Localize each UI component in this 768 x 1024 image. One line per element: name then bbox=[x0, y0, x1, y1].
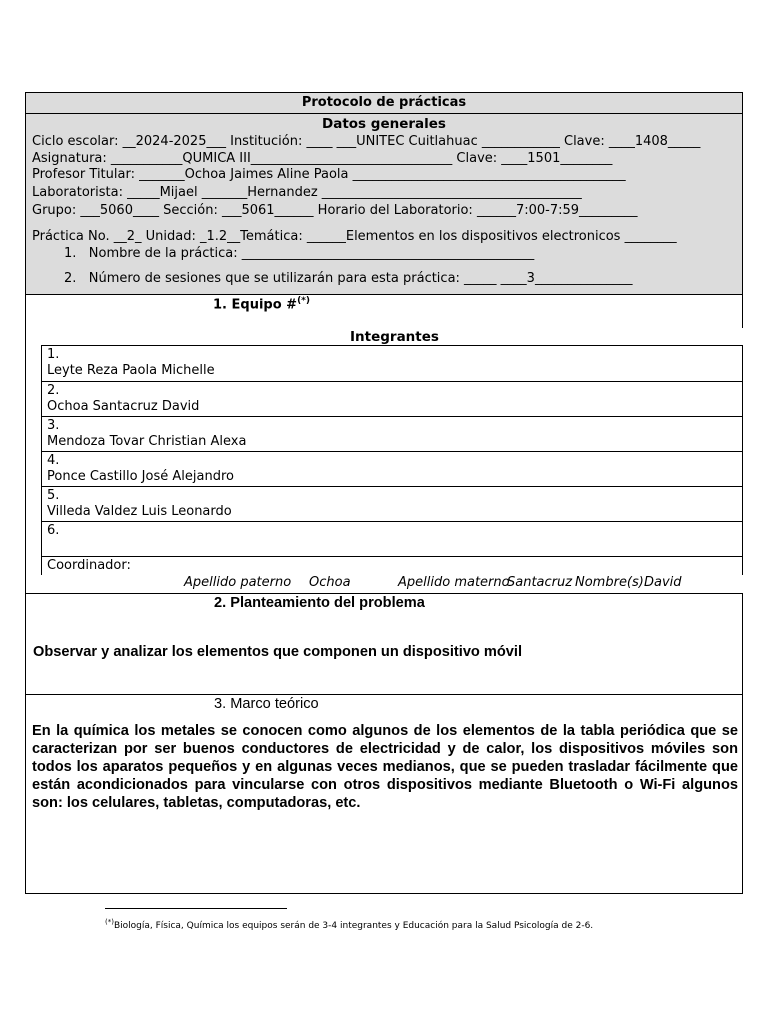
footnote-text: Biología, Física, Química los equipos serán de 3-4 integrantes y Educación para la Salud Psicología de 2-6. bbox=[113, 921, 594, 931]
profesor-line: Profesor Titular: _______Ochoa Jaimes Aline Paola __________________________________________ bbox=[32, 167, 626, 182]
team-heading bbox=[213, 296, 310, 312]
apellido-paterno-value: Ochoa bbox=[309, 575, 351, 590]
member-number: 3. bbox=[47, 418, 60, 433]
footnote bbox=[105, 918, 593, 931]
footnote-separator bbox=[105, 908, 287, 909]
general-data-heading: Datos generales bbox=[322, 116, 446, 132]
asignatura-line: Asignatura: ___________QUMICA III_______________________________ Clave: ____1501________ bbox=[32, 151, 613, 166]
title-row bbox=[25, 92, 743, 114]
team-heading-superscript: (*) bbox=[297, 296, 310, 306]
member-name: Ochoa Santacruz David bbox=[47, 399, 200, 414]
member-name: Leyte Reza Paola Michelle bbox=[47, 363, 215, 378]
grupo-line: Grupo: ___5060____ Sección: ___5061______ Horario del Laboratorio: ______7:00-7:59_________ bbox=[32, 203, 638, 218]
member-name: Ponce Castillo José Alejandro bbox=[47, 469, 234, 484]
nombre-value: David bbox=[644, 575, 682, 590]
table-row bbox=[42, 417, 742, 452]
member-name: Villeda Valdez Luis Leonardo bbox=[47, 504, 232, 519]
member-name: Mendoza Tovar Christian Alexa bbox=[47, 434, 247, 449]
coordinator-label: Coordinador: bbox=[47, 558, 131, 573]
nombre-label: Nombre(s) bbox=[575, 575, 644, 590]
practica-line: Práctica No. __2_ Unidad: _1.2__Temática: ______Elementos en los dispositivos electronicos ________ bbox=[32, 229, 677, 244]
apellido-paterno-label: Apellido paterno bbox=[184, 575, 292, 590]
page-title: Protocolo de prácticas bbox=[301, 95, 467, 110]
sesiones-line: 2. Número de sesiones que se utilizarán para esta práctica: _____ ____3_______________ bbox=[64, 271, 633, 286]
apellido-materno-label: Apellido materno bbox=[398, 575, 510, 590]
ciclo-escolar-line: Ciclo escolar: __2024-2025___ Institución: ____ ___UNITEC Cuitlahuac ____________ Clave: ____1408_____ bbox=[32, 134, 701, 149]
member-number: 5. bbox=[47, 488, 60, 503]
nombre-practica-line: 1. Nombre de la práctica: _____________________________________________ bbox=[64, 246, 535, 261]
member-number: 6. bbox=[47, 523, 60, 538]
theory-heading: 3. Marco teórico bbox=[214, 696, 319, 712]
footnote-mark: (*) bbox=[105, 918, 114, 926]
member-number: 1. bbox=[47, 347, 60, 362]
member-number: 4. bbox=[47, 453, 60, 468]
laboratorista-line: Laboratorista: _____Mijael _______Hernandez ________________________________________ bbox=[32, 185, 582, 200]
theory-section bbox=[25, 694, 743, 894]
table-row bbox=[42, 522, 742, 557]
member-number: 2. bbox=[47, 383, 60, 398]
table-row bbox=[42, 487, 742, 522]
problem-heading: 2. Planteamiento del problema bbox=[214, 595, 425, 611]
general-data-section bbox=[25, 113, 743, 295]
theory-text: En la química los metales se conocen como algunos de los elementos de la tabla periódica que se caracterizan por ser buenos conductores de electricidad y de calor, los dispositivos móviles son todos los aparatos pequeños y en algunas veces medianos, que se pueden trasladar fácilmente que están acondicionados para vincularse con otros dispositivos mediante Bluetooth o Wi-Fi algunos son: los celulares, tabletas, computadoras, etc. bbox=[32, 723, 738, 811]
problem-text: Observar y analizar los elementos que componen un dispositivo móvil bbox=[33, 644, 523, 660]
team-right-border bbox=[742, 294, 743, 328]
members-table bbox=[41, 345, 743, 575]
problem-section bbox=[25, 593, 743, 695]
integrantes-label: Integrantes bbox=[350, 329, 439, 345]
table-row bbox=[42, 452, 742, 487]
table-row bbox=[42, 382, 742, 417]
team-heading-text: 1. Equipo # bbox=[213, 297, 298, 313]
team-left-border bbox=[25, 294, 26, 594]
table-row bbox=[42, 346, 742, 382]
apellido-materno-value: Santacruz bbox=[507, 575, 573, 590]
